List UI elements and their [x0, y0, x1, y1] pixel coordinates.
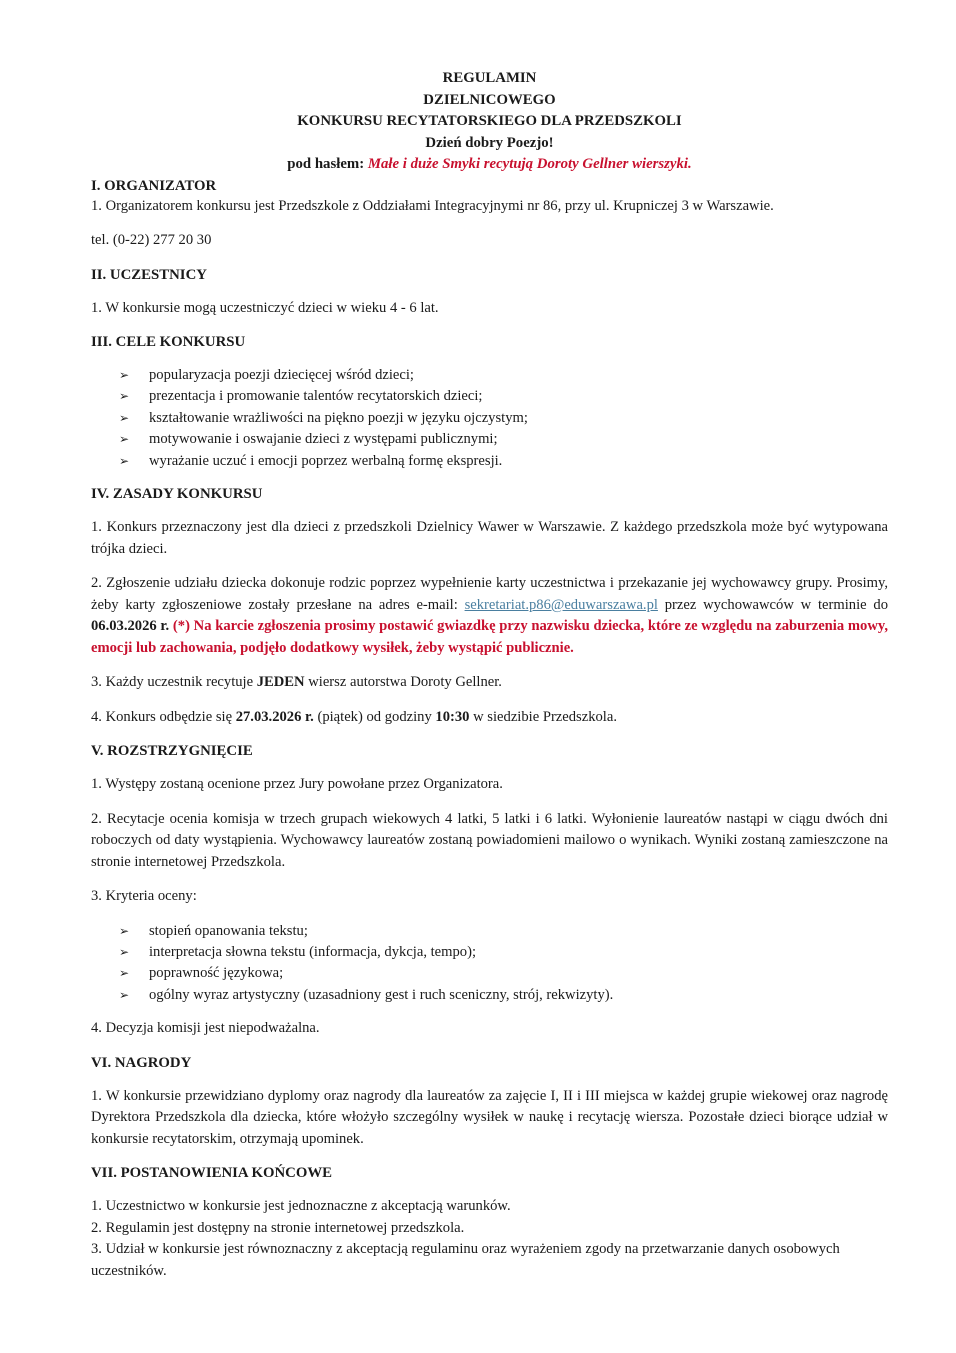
list-item: ➢ kształtowanie wrażliwości na piękno poezji w języku ojczystym;: [119, 408, 888, 429]
organizator-paragraph: 1. Organizatorem konkursu jest Przedszkole z Oddziałami Integracyjnymi nr 86, przy ul. Krupniczej 3 w Warszawie.: [91, 197, 774, 214]
list-item: ➢ interpretacja słowna tekstu (informacja, dykcja, tempo);: [119, 942, 888, 963]
title-line-konkursu: KONKURSU RECYTATORSKIEGO DLA PRZEDSZKOLI: [297, 113, 682, 129]
list-item: ➢ poprawność językowa;: [119, 963, 888, 984]
title-line-motto: Dzień dobry Poezjo!: [425, 134, 554, 151]
arrow-bullet-icon: ➢: [119, 987, 130, 1002]
heading-organizator: I. ORGANIZATOR: [91, 177, 217, 194]
arrow-bullet-icon: ➢: [119, 410, 130, 425]
heading-uczestnicy: II. UCZESTNICY: [91, 266, 207, 283]
slogan-text: Małe i duże Smyki recytują Doroty Gellner wierszyki.: [367, 156, 692, 172]
rozstrzygniecie-paragraph-2: 2. Recytacje ocenia komisja w trzech grupach wiekowych 4 latki, 5 latki i 6 latki. Wyłonienie laureatów nastąpi w ciągu dwóch dni roboczych od daty wystąpienia. Wychowawcy laureatów zostaną powiadomieni mailowo o wynikach. Wyniki zostaną zamieszczone na stronie internetowej Przedszkola.: [91, 810, 888, 870]
rozstrzygniecie-paragraph-4: 4. Decyzja komisji jest niepodważalna.: [91, 1020, 320, 1037]
heading-nagrody: VI. NAGRODY: [91, 1054, 192, 1071]
asterisk-note: (*) Na karcie zgłoszenia prosimy postawić gwiazdkę przy nazwisku dziecka, które ze względu na zaburzenia mowy, emocji lub zachowania, podjęło dodatkowy wysiłek, żeby wystąpić publicznie.: [91, 618, 889, 656]
arrow-bullet-icon: ➢: [119, 432, 130, 447]
list-item: ➢ prezentacja i promowanie talentów recytatorskich dzieci;: [119, 386, 888, 407]
arrow-bullet-icon: ➢: [119, 966, 130, 981]
zasady-paragraph-1: 1. Konkurs przeznaczony jest dla dzieci z przedszkoli Dzielnicy Wawer w Warszawie. Z każdego przedszkola może być wytypowana trójka dzieci.: [91, 519, 888, 557]
email-link[interactable]: sekretariat.p86@eduwarszawa.pl: [464, 596, 658, 613]
zasady-paragraph-3: 3. Każdy uczestnik recytuje JEDEN wiersz autorstwa Doroty Gellner.: [91, 674, 502, 691]
postanowienia-paragraph-1: 1. Uczestnictwo w konkursie jest jednoznaczne z akceptacją warunków.: [91, 1198, 511, 1215]
title-line-regulamin: REGULAMIN: [442, 70, 537, 86]
list-item: ➢ stopień opanowania tekstu;: [119, 921, 888, 942]
heading-zasady: IV. ZASADY KONKURSU: [91, 486, 263, 503]
list-item: ➢ ogólny wyraz artystyczny (uzasadniony gest i ruch sceniczny, strój, rekwizyty).: [119, 985, 888, 1006]
organizator-phone: tel. (0-22) 277 20 30: [91, 232, 212, 248]
postanowienia-paragraph-2: 2. Regulamin jest dostępny na stronie internetowej przedszkola.: [91, 1219, 465, 1236]
arrow-bullet-icon: ➢: [119, 389, 130, 404]
heading-postanowienia: VII. POSTANOWIENIA KOŃCOWE: [91, 1165, 333, 1182]
nagrody-paragraph: 1. W konkursie przewidziano dyplomy oraz nagrody dla laureatów za zajęcie I, II i III miejsca w każdej grupie wiekowej oraz nagrodę Dyrektora Przedszkola dla dziecka, które włożyło szczególny wysiłek w naukę i recytację wiersza. Pozostałe dzieci biorące udział w konkursie recytatorskim, otrzymają upominek.: [91, 1087, 888, 1147]
event-time: 10:30: [435, 708, 470, 725]
list-item: ➢ popularyzacja poezji dziecięcej wśród dzieci;: [119, 365, 888, 386]
postanowienia-paragraph-3: 3. Udział w konkursie jest równoznaczny z akceptacją regulaminu oraz wyrażeniem zgody na przetwarzanie danych osobowych uczestników.: [91, 1241, 840, 1279]
list-item: ➢ motywowanie i oswajanie dzieci z występami publicznymi;: [119, 429, 888, 450]
document-title: [91, 68, 888, 176]
cele-list: [91, 365, 888, 472]
list-item: ➢ wyrażanie uczuć i emocji poprzez werbalną formę ekspresji.: [119, 451, 888, 472]
zasady-paragraph-2: 2. Zgłoszenie udziału dziecka dokonuje rodzic poprzez wypełnienie karty uczestnictwa i przekazanie jej wychowawcy grupy. Prosimy, żeby karty zgłoszeniowe zostały przesłane na adres e-mail: sekretariat.p86@eduwarszawa.pl przez wychowawców w terminie do 06.03.2026 r. (*) Na karcie zgłoszenia prosimy postawić gwiazdkę przy nazwisku dziecka, które ze względu na zaburzenia mowy, emocji lub zachowania, podjęło dodatkowy wysiłek, żeby wystąpić publicznie.: [91, 575, 889, 656]
title-slogan-line: [91, 154, 888, 176]
event-date: 27.03.2026 r.: [235, 708, 314, 725]
document-page: [91, 68, 888, 1282]
heading-rozstrzygniecie: V. ROZSTRZYGNIĘCIE: [91, 743, 253, 760]
deadline-date: 06.03.2026 r.: [91, 618, 170, 635]
uczestnicy-paragraph: 1. W konkursie mogą uczestniczyć dzieci w wieku 4 - 6 lat.: [91, 299, 439, 316]
criteria-list: [91, 921, 888, 1007]
rozstrzygniecie-paragraph-1: 1. Występy zostaną ocenione przez Jury powołane przez Organizatora.: [91, 776, 503, 793]
arrow-bullet-icon: ➢: [119, 453, 130, 468]
heading-cele: III. CELE KONKURSU: [91, 334, 246, 350]
arrow-bullet-icon: ➢: [119, 944, 130, 959]
arrow-bullet-icon: ➢: [119, 368, 130, 382]
zasady-paragraph-4: 4. Konkurs odbędzie się 27.03.2026 r. (piątek) od godziny 10:30 w siedzibie Przedszkola.: [91, 708, 617, 725]
slogan-prefix: pod hasłem:: [287, 156, 368, 172]
arrow-bullet-icon: ➢: [119, 923, 130, 938]
title-line-dzielnicowego: DZIELNICOWEGO: [423, 91, 556, 108]
rozstrzygniecie-paragraph-3: 3. Kryteria oceny:: [91, 888, 197, 905]
